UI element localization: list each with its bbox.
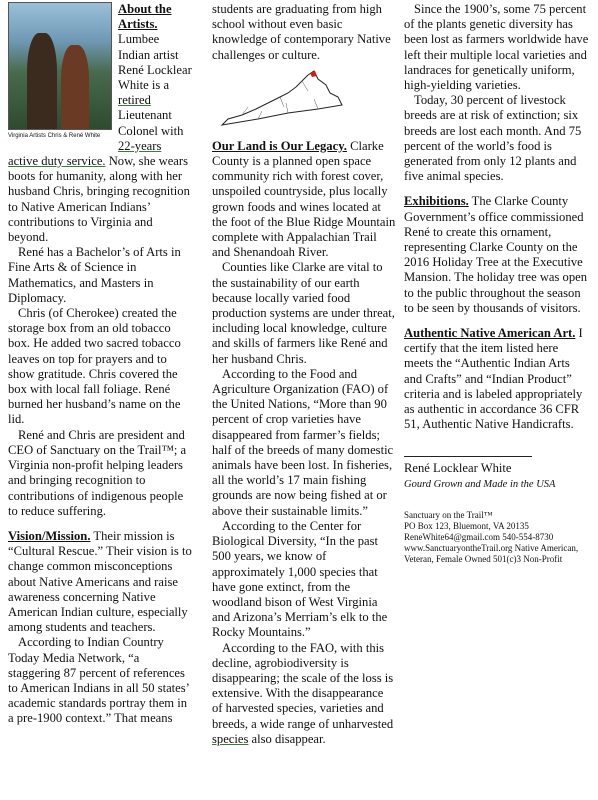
- authentic-title: Authentic Native American Art.: [404, 326, 576, 341]
- col3-paragraph-1: Since the 1900’s, some 75 percent of the plants genetic diversity has been lost as farmers worldwide have left their multiple local varieties and landraces for genetically uniform, high-yielding varieties.: [404, 2, 589, 93]
- authentic-paragraph: Authentic Native American Art. I certify that the item listed here meets the “Authentic Indian Arts and Crafts” and “Indian Product” criteria and is labeled appropriately as authentic in accordance 36 CFR 51, Authentic Native Handicrafts.: [404, 326, 583, 432]
- continued-text: students are graduating from high school without even basic knowledge of contemporary Native challenges or culture.: [212, 2, 391, 62]
- contact-block: [404, 510, 590, 565]
- column-3: [404, 2, 590, 565]
- land-paragraph-2: Counties like Clarke are vital to the sustainability of our earth because locally varied food production systems are under threat, including local knowledge, culture and skills of farmers like René and her husband Chris.: [212, 260, 395, 366]
- signature-name: René Locklear White: [404, 461, 512, 476]
- about-paragraph-2: René has a Bachelor’s of Arts in Fine Arts & of Science in Mathematics, and Masters in Diplomacy.: [8, 245, 181, 305]
- virginia-map-icon: [218, 67, 348, 131]
- photo-caption: Virginia Artists Chris & René White: [8, 133, 101, 139]
- land-paragraph-5: According to the FAO, with this decline, agrobiodiversity is disappearing; the scale of the loss is extensive. With the disappearance of harvested species, varieties and breeds, a wide range of unharvested species also disappear.: [212, 640, 394, 746]
- signature-subtitle: Gourd Grown and Made in the USA: [404, 478, 556, 490]
- land-paragraph-3: According to the Food and Agriculture Organization (FAO) of the United Nations, “More than 90 percent of crop varieties have disappeared from farmer’s fields; half of the breeds of many domestic animals have been lost. In fisheries, all the world’s 17 main fishing grounds are now being fished at or above their sustainable limits.”: [212, 366, 394, 518]
- exhibitions-paragraph: Exhibitions. The Clarke County Government’s office commissioned René to create this ornament, representing Clarke County on the 2016 Holiday Tree at the Executive Mansion. The holiday tree was open to the public throughout the season to be seen by thousands of visitors.: [404, 194, 588, 315]
- column-1: [8, 2, 194, 727]
- contact-email-phone: ReneWhite64@gmail.com 540-554-8730: [404, 531, 554, 542]
- photo-image: [8, 2, 112, 130]
- vision-paragraph-2: According to Indian Country Today Media Network, “a staggering 87 percent of references to American Indians in all 50 states’ academic standards portray them in a pre-1900 context.” That means: [8, 635, 189, 726]
- artists-photo: [8, 2, 112, 142]
- vision-paragraph-1: Vision/Mission. Their mission is “Cultural Rescue.” Their vision is to change common misconceptions about Native Americans and raise awareness concerning Native American Indian culture, especially among students and teachers.: [8, 528, 192, 635]
- contact-address: PO Box 123, Bluemont, VA 20135: [404, 520, 529, 531]
- column-2: [212, 2, 396, 747]
- vision-title: Vision/Mission.: [8, 528, 91, 543]
- land-title: Our Land is Our Legacy.: [212, 138, 347, 153]
- col3-paragraph-2: Today, 30 percent of livestock breeds are at risk of extinction; six breeds are lost each month. And 75 percent of the world’s food is generated from only 12 plants and five animal species.: [404, 93, 582, 184]
- about-paragraph-3: Chris (of Cherokee) created the storage box from an old tobacco box. He added two sacred tobacco leaves on top for prayers and to show gratitude. Chris covered the box with local fall foliage. René burned her husband’s name on the lid.: [8, 306, 181, 427]
- signature-line: [404, 456, 532, 457]
- about-paragraph-4: René and Chris are president and CEO of Sanctuary on the Trail™; a Virginia non-profit helping leaders and bringing recognition to contributions of indigenous people to reduce suffering.: [8, 427, 187, 518]
- contact-website: www.SanctuaryontheTrail.org Native American, Veteran, Female Owned 501(c)3 Non-Profit: [404, 542, 579, 564]
- land-paragraph-4: According to the Center for Biological Diversity, “In the past 500 years, we know of approximately 1,000 species that have gone extinct, from the woodland bison of West Virginia and Arizona’s Merriam’s elk to the Rocky Mountains.”: [212, 518, 388, 640]
- exhibitions-title: Exhibitions.: [404, 194, 469, 209]
- land-paragraph-1: Our Land is Our Legacy. Clarke County is a planned open space community rich with forest cover, unspoiled countryside, plus locally grown foods and wines located at the foot of the Blue Ridge Mountain complete with Appalachian Trail and Shenandoah River.: [212, 138, 396, 260]
- about-title: About the Artists.: [118, 2, 172, 32]
- about-paragraph-1: About the Artists. Lumbee Indian artist René Locklear White is a retired Lieutenant Colonel with 22-years active duty service. Now, she wears boots for humanity, along with her husband Chris, bringing recognition to Native American Indians’ contributions to Virginia and beyond.: [8, 2, 192, 245]
- contact-org: Sanctuary on the Trail™: [404, 509, 493, 520]
